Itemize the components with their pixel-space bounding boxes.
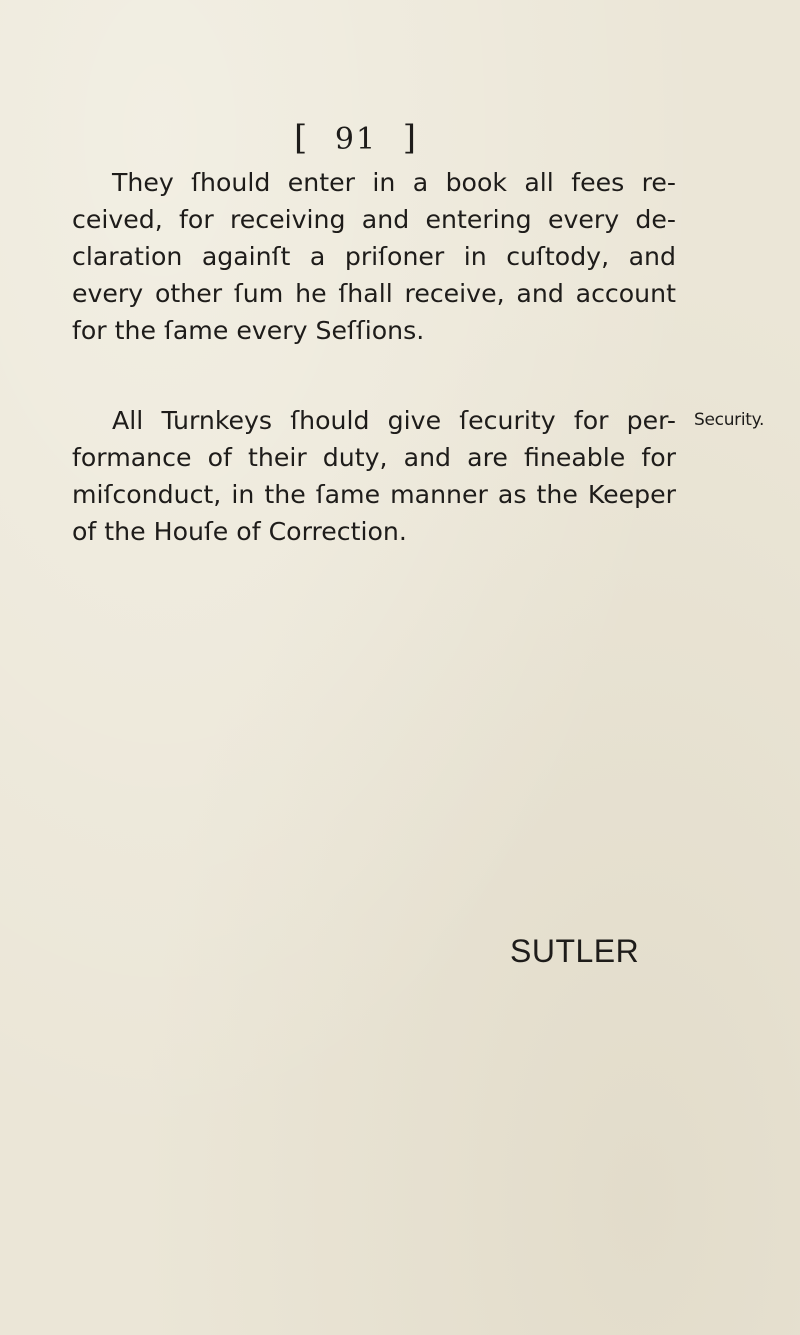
page-number: 91 xyxy=(334,122,378,157)
text-line: All Turnkeys ſhould give ſecurity for per- xyxy=(112,406,676,435)
marginal-note: Security. xyxy=(694,410,765,430)
text-line: They ſhould enter in a book all fees re- xyxy=(112,168,676,197)
page-number-header xyxy=(294,118,444,160)
text-line: formance of their duty, and are fineable for xyxy=(72,443,676,472)
header-open-bracket: [ xyxy=(294,118,310,158)
paragraph-fees xyxy=(72,164,676,349)
text-line: miſconduct, in the ſame manner as the Keeper xyxy=(72,480,676,509)
text-line: for the ſame every Seſſions. xyxy=(72,316,425,345)
text-line: every other ſum he ſhall receive, and account xyxy=(72,279,676,308)
catchword: SUTLER xyxy=(510,933,640,969)
text-line: ceived, for receiving and entering every de- xyxy=(72,205,676,234)
text-line: of the Houſe of Correction. xyxy=(72,517,407,546)
header-close-bracket: ] xyxy=(402,118,418,158)
text-line: claration againſt a priſoner in cuſtody, and xyxy=(72,242,676,271)
paragraph-turnkeys xyxy=(72,402,676,550)
